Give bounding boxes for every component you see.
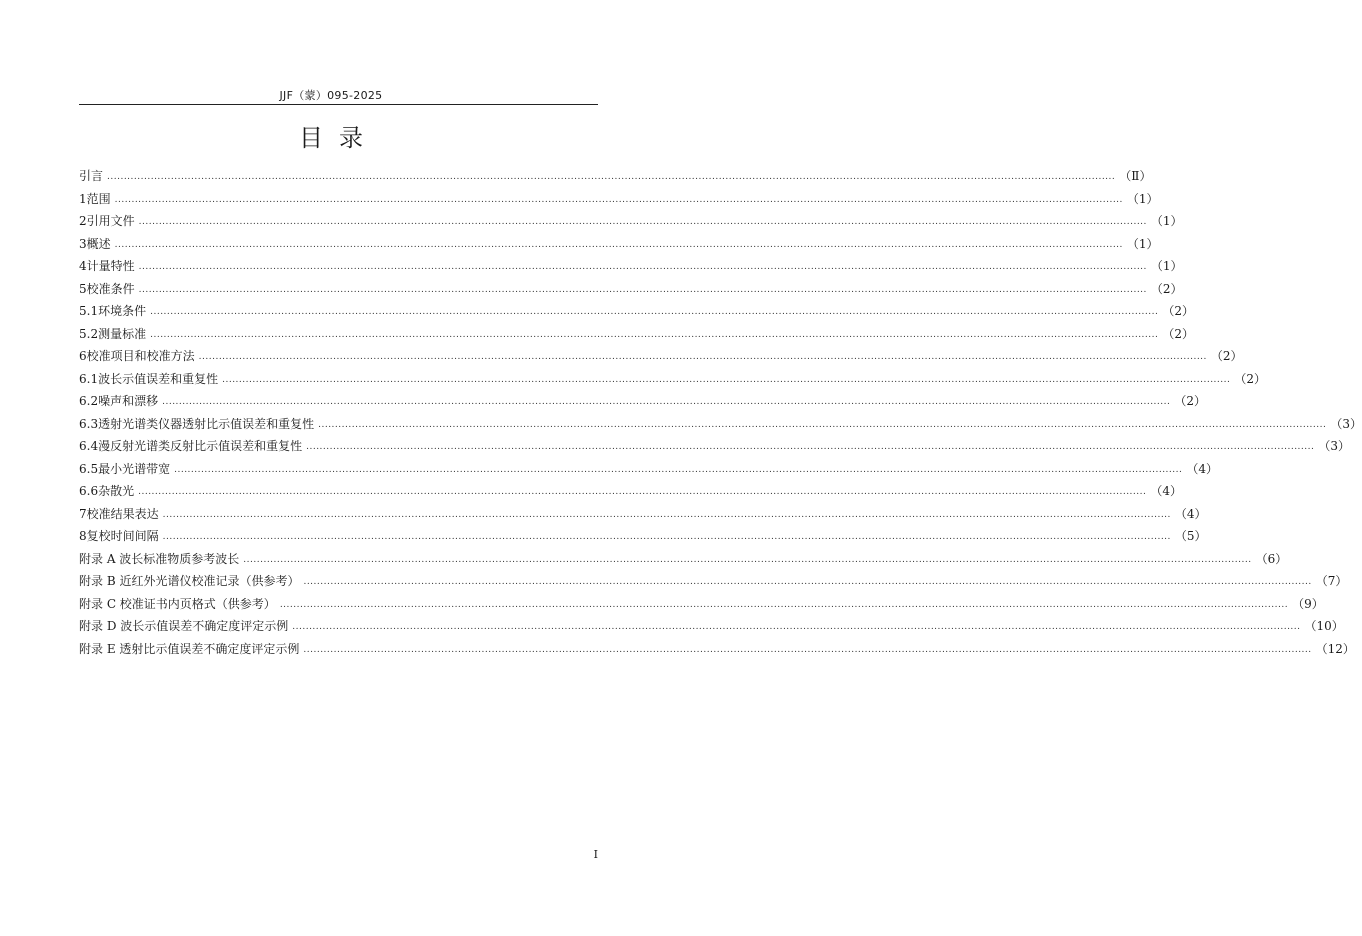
toc-entry-8[interactable] — [79, 527, 1207, 550]
toc-entry-6[interactable] — [79, 347, 1243, 370]
toc-leader-dots: ............................................................................................................................................................................................................................................................................................................ — [107, 172, 1116, 182]
toc-leader-dots: ............................................................................................................................................................................................................................................................................................................ — [318, 419, 1327, 430]
toc-leader-dots: ............................................................................................................................................................................................................................................................................................................ — [279, 599, 1289, 610]
toc-entry-label: 校准结果表达 — [86, 506, 159, 521]
toc-entry-number: 5 — [79, 281, 87, 296]
toc-leader-dots: ............................................................................................................................................................................................................................................................................................................ — [162, 397, 1171, 407]
toc-entry-label: 附录 B 近红外光谱仪校准记录（供参考） — [79, 574, 300, 588]
toc-entry-6-2[interactable] — [79, 392, 1207, 415]
toc-leader-dots: ............................................................................................................................................................................................................................................................................................................ — [198, 352, 1207, 362]
toc-entry-label: 校准项目和校准方法 — [86, 349, 195, 363]
toc-leader-dots: ............................................................................................................................................................................................................................................................................................................ — [306, 442, 1315, 452]
toc-entry-label: 计量特性 — [86, 259, 135, 273]
toc-entry-label: 附录 C 校准证书内页格式（供参考） — [79, 596, 276, 611]
toc-entry-number: 3 — [79, 236, 87, 251]
toc-entry-number: 7 — [79, 506, 87, 521]
toc-entry-page: （1） — [1150, 259, 1183, 273]
toc-entry-number: 8 — [79, 529, 87, 543]
toc-entry-7[interactable] — [79, 505, 1207, 528]
toc-entry-appendix-e[interactable] — [79, 640, 1355, 663]
toc-entry-number: 5.1 — [79, 304, 99, 318]
toc-entry-page: （4） — [1174, 506, 1207, 521]
toc-leader-dots: ............................................................................................................................................................................................................................................................................................................ — [114, 239, 1123, 250]
toc-entry-label: 噪声和漂移 — [98, 394, 159, 408]
toc-entry-label: 附录 A 波长标准物质参考波长 — [79, 551, 240, 566]
toc-entry-label: 复校时间间隔 — [86, 529, 159, 543]
toc-entry-page: （9） — [1292, 596, 1324, 611]
toc-entry-page: （Ⅱ） — [1119, 169, 1152, 183]
toc-entry-appendix-c[interactable] — [79, 595, 1324, 618]
header-divider — [79, 104, 598, 105]
toc-entry-number: 6.5 — [79, 461, 99, 476]
toc-entry-number: 2 — [79, 214, 87, 228]
toc-leader-dots: ............................................................................................................................................................................................................................................................................................................ — [114, 194, 1123, 205]
toc-entry-label: 引言 — [79, 169, 104, 183]
toc-leader-dots: ............................................................................................................................................................................................................................................................................................................ — [150, 329, 1159, 340]
toc-entry-5-1[interactable] — [79, 302, 1195, 325]
toc-entry-page: （2） — [1210, 349, 1243, 363]
toc-entry-label: 杂散光 — [98, 484, 135, 498]
toc-entry-page: （3） — [1318, 439, 1351, 453]
toc-entry-page: （7） — [1315, 574, 1348, 588]
toc-entry-number: 1 — [79, 191, 87, 206]
toc-entry-5[interactable] — [79, 280, 1183, 303]
toc-entry-page: （10） — [1304, 619, 1344, 633]
toc-entry-label: 透射光谱类仪器透射比示值误差和重复性 — [98, 416, 315, 431]
toc-entry-page: （2） — [1162, 326, 1195, 341]
toc-entry-number: 6.4 — [79, 439, 99, 453]
page-number: I — [593, 848, 598, 861]
toc-entry-label: 概述 — [86, 236, 111, 251]
toc-entry-page: （12） — [1315, 641, 1355, 656]
toc-entry-page: （3） — [1330, 416, 1362, 431]
toc-leader-dots: ............................................................................................................................................................................................................................................................................................................ — [138, 217, 1147, 227]
toc-leader-dots: ............................................................................................................................................................................................................................................................................................................ — [243, 554, 1252, 565]
toc-entry-6-5[interactable] — [79, 460, 1219, 483]
toc-leader-dots: ............................................................................................................................................................................................................................................................................................................ — [162, 509, 1171, 520]
toc-entry-number: 5.2 — [79, 326, 99, 341]
toc-entry-number: 6.1 — [79, 371, 99, 386]
toc-entry-6-6[interactable] — [79, 482, 1183, 505]
toc-leader-dots: ............................................................................................................................................................................................................................................................................................................ — [138, 487, 1147, 497]
toc-entry-1[interactable] — [79, 190, 1159, 213]
toc-entry-6-1[interactable] — [79, 370, 1267, 393]
toc-entry-appendix-a[interactable] — [79, 550, 1288, 573]
toc-leader-dots: ............................................................................................................................................................................................................................................................................................................ — [138, 284, 1147, 295]
toc-entry-page: （5） — [1174, 529, 1207, 543]
toc-entry-page: （1） — [1126, 191, 1159, 206]
toc-entry-label: 漫反射光谱类反射比示值误差和重复性 — [98, 439, 303, 453]
toc-entry-2[interactable] — [79, 212, 1183, 235]
toc-leader-dots: ............................................................................................................................................................................................................................................................................................................ — [150, 307, 1159, 317]
toc-entry-label: 范围 — [86, 191, 111, 206]
toc-entry-page: （4） — [1186, 461, 1219, 476]
toc-entry-label: 附录 E 透射比示值误差不确定度评定示例 — [79, 641, 300, 656]
toc-entry-label: 环境条件 — [98, 304, 147, 318]
toc-leader-dots: ............................................................................................................................................................................................................................................................................................................ — [292, 622, 1301, 632]
toc-entry-number: 6.6 — [79, 484, 99, 498]
table-of-contents — [79, 167, 1362, 662]
toc-entry-number: 4 — [79, 259, 87, 273]
toc-entry-page: （2） — [1234, 371, 1267, 386]
toc-entry-label: 最小光谱带宽 — [98, 461, 171, 476]
toc-entry-page: （2） — [1162, 304, 1195, 318]
toc-leader-dots: ............................................................................................................................................................................................................................................................................................................ — [138, 262, 1147, 272]
toc-entry-label: 波长示值误差和重复性 — [98, 371, 219, 386]
toc-entry-intro[interactable] — [79, 167, 1152, 190]
toc-leader-dots: ............................................................................................................................................................................................................................................................................................................ — [162, 532, 1171, 542]
toc-entry-page: （1） — [1126, 236, 1159, 251]
page-title: 目录 — [299, 124, 379, 152]
toc-leader-dots: ............................................................................................................................................................................................................................................................................................................ — [174, 464, 1183, 475]
document-code-header: JJF（蒙）095-2025 — [279, 89, 383, 102]
toc-entry-number: 6.2 — [79, 394, 99, 408]
toc-entry-label: 附录 D 波长示值误差不确定度评定示例 — [79, 619, 289, 633]
toc-leader-dots: ............................................................................................................................................................................................................................................................................................................ — [303, 644, 1312, 655]
toc-entry-label: 引用文件 — [86, 214, 135, 228]
toc-entry-appendix-d[interactable] — [79, 617, 1344, 640]
toc-entry-6-3[interactable] — [79, 415, 1362, 438]
toc-entry-page: （6） — [1255, 551, 1288, 566]
toc-entry-6-4[interactable] — [79, 437, 1351, 460]
toc-entry-number: 6.3 — [79, 416, 99, 431]
toc-leader-dots: ............................................................................................................................................................................................................................................................................................................ — [222, 374, 1231, 385]
toc-entry-3[interactable] — [79, 235, 1159, 258]
toc-entry-number: 6 — [79, 349, 87, 363]
toc-leader-dots: ............................................................................................................................................................................................................................................................................................................ — [303, 577, 1312, 587]
toc-entry-label: 校准条件 — [86, 281, 135, 296]
toc-entry-page: （2） — [1150, 281, 1183, 296]
toc-entry-page: （1） — [1150, 214, 1183, 228]
toc-entry-5-2[interactable] — [79, 325, 1195, 348]
toc-entry-page: （4） — [1150, 484, 1183, 498]
toc-entry-page: （2） — [1174, 394, 1207, 408]
toc-entry-label: 测量标准 — [98, 326, 147, 341]
toc-entry-appendix-b[interactable] — [79, 572, 1348, 595]
toc-entry-4[interactable] — [79, 257, 1183, 280]
